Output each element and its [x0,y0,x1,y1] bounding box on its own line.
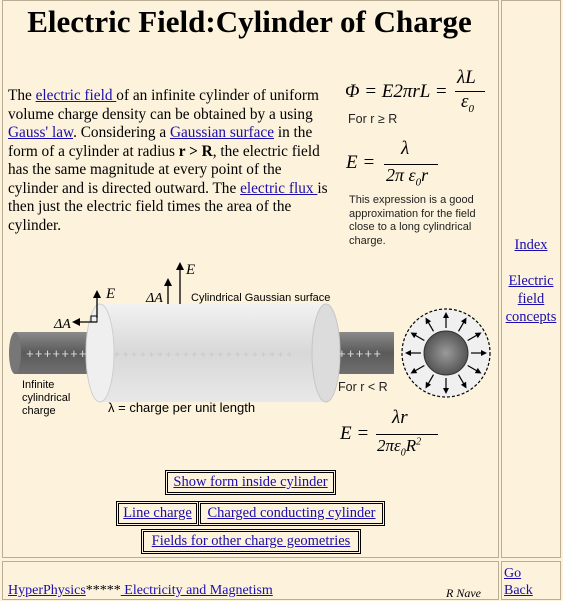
hyperphysics-link[interactable]: HyperPhysics [8,583,86,598]
area-arrow-top [164,278,172,286]
epsilon-subscript: 0 [400,447,406,459]
intro-text: , the electric field has the same magnitude at every point of the cylinder and is directed outward. The [8,142,320,197]
epsilon-subscript: 0 [415,176,422,189]
denominator-r: R [405,436,417,455]
concepts-line: Electric [508,273,554,289]
area-arrow-left [72,318,80,326]
line-charge-button[interactable]: Line charge [118,503,197,524]
label-infinite-charge-line1: Infinite [22,379,55,391]
footer-nav [8,583,273,599]
intro-text: . Considering a [73,124,170,141]
rod-end [9,332,21,374]
ein-numerator: λr [392,407,408,428]
flux-denominator [461,91,474,115]
electricity-magnetism-link[interactable]: Electricity and Magnetism [120,583,273,598]
label-infinite-charge-line2: cylindrical [22,392,71,404]
denominator-exponent: 2 [416,436,422,448]
fraction-bar [376,434,438,435]
flux-numerator: λL [457,67,476,88]
denominator-text: 2π ε [386,165,416,185]
intro-text: The [8,87,36,104]
label-delta-a-top: ΔA [146,291,163,306]
go-back-link[interactable] [504,565,563,599]
field-arrow-left [93,290,101,298]
epsilon-subscript: 0 [468,102,474,115]
gaussian-cylinder-right-end [312,304,340,402]
rating-stars: ***** [85,583,121,598]
e-denominator [386,165,428,189]
show-inside-button[interactable]: Show form inside cylinder [167,472,334,493]
conducting-cylinder-button[interactable]: Charged conducting cylinder [200,503,383,524]
gaussian-surface-link[interactable]: Gaussian surface [169,124,275,141]
charges-left: +++++++ [26,347,88,362]
concepts-line: field [517,291,545,307]
cylinder-diagram [8,258,496,423]
condition-inside: For r < R [338,380,388,394]
intro-text: is then just the electric field times the area of the cylinder. [8,179,328,234]
flux-formula [345,67,495,115]
intro-paragraph [8,87,331,235]
ein-lhs: E = [340,423,370,444]
back-text: Back [504,583,533,598]
electric-field-concepts-link[interactable] [501,272,561,326]
concepts-line: concepts [505,309,557,325]
epsilon-symbol: ε [461,91,469,112]
gaussian-cylinder-left-end [86,304,114,402]
field-inside-formula [340,406,460,462]
intro-text: in the form of a cylinder at radius [8,124,313,160]
field-arrow-top [176,262,184,270]
e-numerator: λ [401,138,410,159]
condition-outside: For r ≥ R [348,112,398,126]
approximation-note: This expression is a good approximation for the field close to a long cylindrical charge. [349,194,476,247]
charges-right: +++++ [338,347,383,362]
e-lhs: E = [346,152,376,173]
author: R Nave [446,586,481,600]
electric-flux-link[interactable]: electric flux [240,179,318,197]
label-delta-a-left: ΔA [54,317,71,332]
charges-middle: + + + + + + + + + + + + + + + + + + + + + [114,350,293,361]
end-view [402,309,490,397]
label-e-top: E [186,262,196,278]
gauss-law-link[interactable]: Gauss' law [8,124,74,141]
label-e-left: E [106,286,116,302]
electric-field-link[interactable]: electric field [35,87,117,104]
label-lambda: λ = charge per unit length [108,400,256,415]
index-link[interactable]: Index [514,237,548,253]
label-infinite-charge-line3: charge [22,405,56,417]
intro-text: of an infinite cylinder of uniform volume charge density can be obtained by a using [8,87,319,123]
go-text: Go [504,566,522,581]
field-outside-formula [346,138,456,194]
denominator-text: 2πε [377,436,401,455]
label-gaussian-surface: Cylindrical Gaussian surface [191,292,331,304]
other-geometries-button[interactable]: Fields for other charge geometries [143,531,359,552]
page-title: Electric Field:Cylinder of Charge [27,4,472,39]
flux-lhs: Φ = E2πrL = [345,81,448,102]
ein-denominator [377,436,421,458]
denominator-r: r [421,165,429,185]
radius-condition: r > R [178,142,213,160]
